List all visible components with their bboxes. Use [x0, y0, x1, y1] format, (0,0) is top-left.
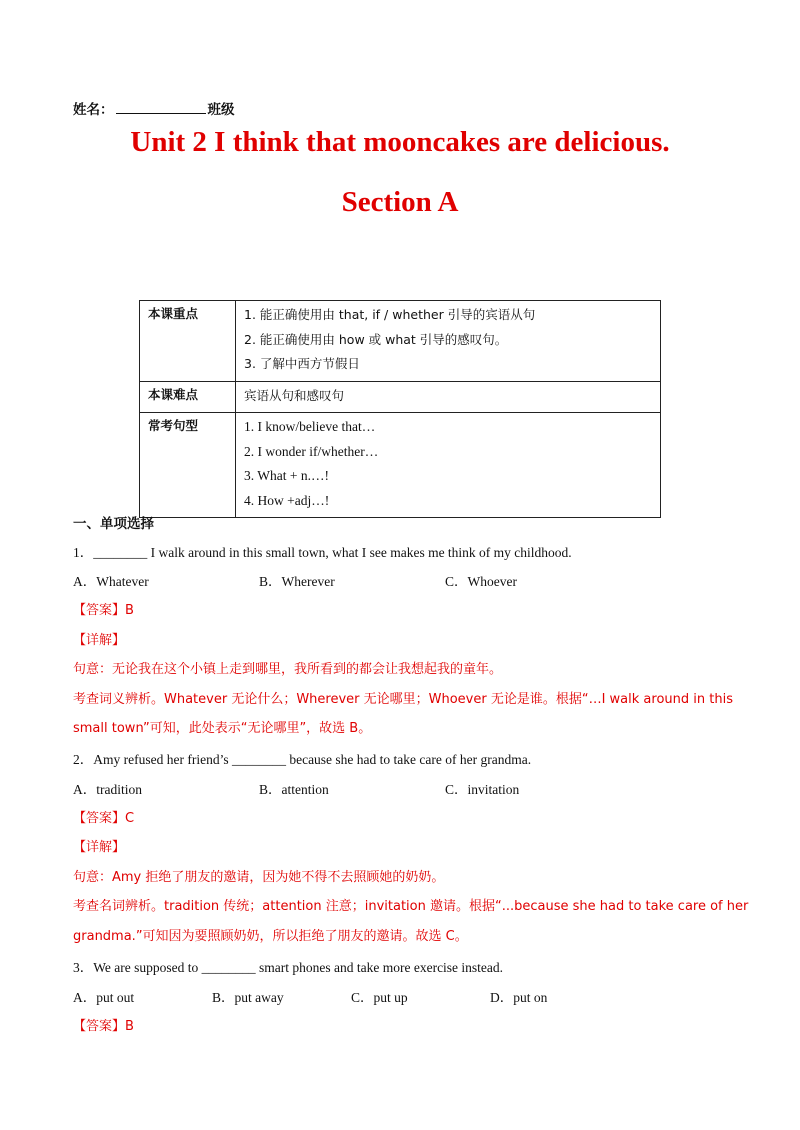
option-c: C．put up — [351, 990, 408, 1005]
option-d: D．put on — [490, 990, 548, 1005]
option-a: A．put out — [73, 990, 135, 1005]
option-a: A．tradition — [73, 782, 142, 797]
row-content — [236, 381, 661, 413]
content-line: 2. I wonder if/whether… — [244, 443, 379, 459]
class-label: 班级 — [207, 102, 235, 118]
option-b: B．put away — [212, 990, 284, 1005]
option-c: C．invitation — [445, 782, 520, 797]
answer: 【答案】B — [73, 603, 134, 618]
table-row — [140, 301, 661, 382]
content-line: 3. What + n.…! — [244, 468, 329, 483]
question-stem: 1．________ I walk around in this small town, what I see makes me think of my childhood. — [73, 545, 572, 560]
content-line: 1. I know/believe that… — [244, 419, 376, 434]
explanation-line: 句意：Amy 拒绝了朋友的邀请，因为她不得不去照顾她的奶奶。 — [73, 870, 445, 885]
name-class-line — [73, 98, 235, 118]
content-line: 4. How +adj…! — [244, 492, 330, 508]
explanation-line: grandma.”可知因为要照顾奶奶，所以拒绝了朋友的邀请。故选 C。 — [73, 929, 468, 944]
content-line: 2. 能正确使用由 how 或 what 引导的感叹句。 — [244, 331, 508, 347]
explanation-line: 考查词义辨析。Whatever 无论什么；Wherever 无论哪里；Whoever 无论是谁。根据“…I walk around in this — [73, 692, 733, 707]
name-blank — [116, 101, 206, 114]
explanation-line: 考查名词辨析。tradition 传统；attention 注意；invitation 邀请。根据“...because she had to take care of her — [73, 899, 749, 914]
option-b: B．attention — [259, 782, 329, 797]
content-line: 1. 能正确使用由 that, if / whether 引导的宾语从句 — [244, 307, 536, 322]
content-line: 3. 了解中西方节假日 — [244, 356, 360, 371]
detail-label: 【详解】 — [73, 840, 126, 855]
title-unit: Unit 2 I think that mooncakes are delicious. — [130, 126, 670, 158]
row-label: 本课重点 — [140, 301, 236, 382]
answer: 【答案】B — [73, 1019, 134, 1034]
option-a: A．Whatever — [73, 574, 149, 589]
content-line: 宾语从句和感叹句 — [244, 387, 345, 403]
table-row — [140, 381, 661, 413]
table-row — [140, 413, 661, 518]
row-label: 本课难点 — [140, 381, 236, 413]
option-c: C．Whoever — [445, 574, 517, 589]
detail-label: 【详解】 — [73, 633, 126, 648]
question-stem: 3．We are supposed to ________ smart phones and take more exercise instead. — [73, 960, 504, 975]
lesson-info-table — [139, 300, 661, 518]
option-b: B．Wherever — [259, 574, 335, 589]
row-label: 常考句型 — [140, 413, 236, 518]
name-label: 姓名： — [73, 102, 114, 118]
explanation-line: small town”可知，此处表示“无论哪里”，故选 B。 — [73, 721, 372, 736]
section-heading: 一、单项选择 — [73, 516, 154, 532]
explanation-line: 句意：无论我在这个小镇上走到哪里，我所看到的都会让我想起我的童年。 — [73, 662, 503, 677]
row-content — [236, 301, 661, 382]
answer: 【答案】C — [73, 811, 135, 826]
row-content — [236, 413, 661, 518]
question-stem: 2．Amy refused her friend’s ________ because she had to take care of her grandma. — [73, 752, 532, 767]
title-section: Section A — [341, 186, 459, 218]
